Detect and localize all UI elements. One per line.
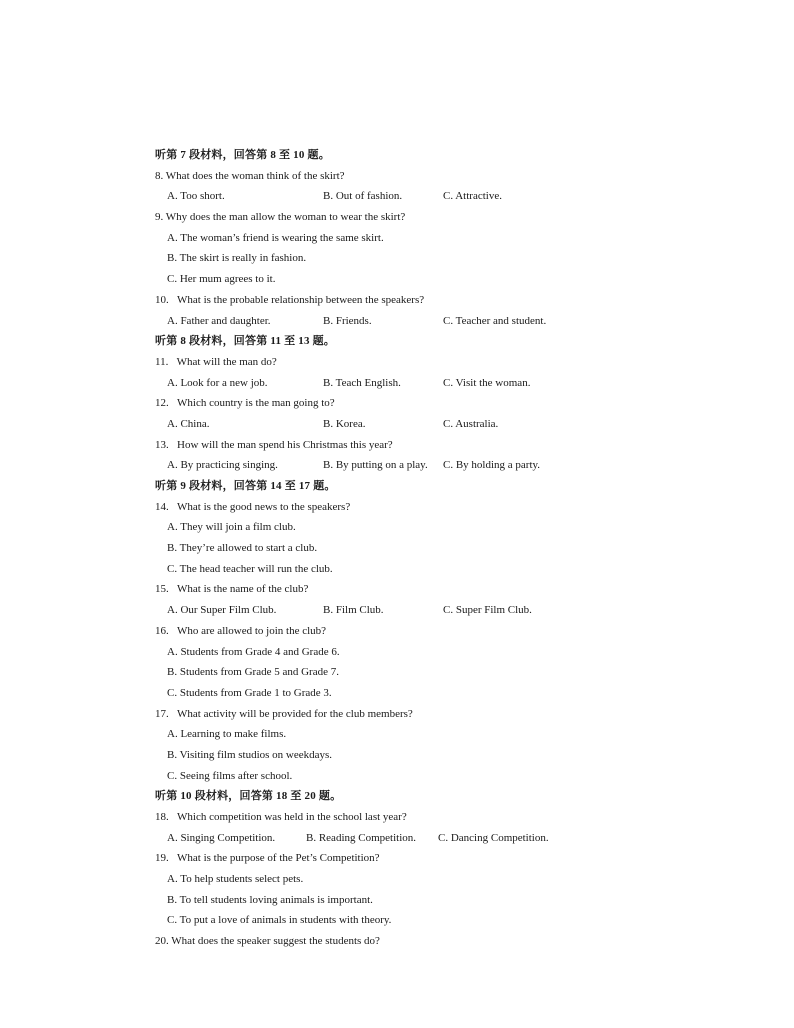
question-text: 15. What is the name of the club? xyxy=(155,583,309,596)
answer-option: A. Our Super Film Club. xyxy=(167,604,277,617)
answer-option: B. Film Club. xyxy=(323,604,384,617)
question-text: 9. Why does the man allow the woman to wear the skirt? xyxy=(155,211,406,224)
option-row xyxy=(155,600,715,621)
answer-option: B. Out of fashion. xyxy=(323,190,403,203)
question-text: 12. Which country is the man going to? xyxy=(155,397,335,410)
answer-option: A. Learning to make films. xyxy=(167,728,287,741)
question-text: 10. What is the probable relationship between the speakers? xyxy=(155,293,425,306)
answer-option: B. Teach English. xyxy=(323,376,401,389)
answer-option: A. The woman’s friend is wearing the same skirt. xyxy=(167,231,384,244)
question-text: 14. What is the good news to the speakers? xyxy=(155,500,351,513)
option-row xyxy=(155,311,715,332)
section-header: 听第 8 段材料，回答第 11 至 13 题。 xyxy=(155,335,335,348)
answer-option: C. Dancing Competition. xyxy=(438,831,549,844)
answer-option: A. Too short. xyxy=(167,190,225,203)
answer-option: B. Friends. xyxy=(323,314,372,327)
answer-option: A. Students from Grade 4 and Grade 6. xyxy=(167,645,340,658)
answer-option: C. Students from Grade 1 to Grade 3. xyxy=(167,686,332,699)
option-row xyxy=(155,828,715,849)
answer-option: C. To put a love of animals in students with theory. xyxy=(167,914,392,927)
question-text: 13. How will the man spend his Christmas this year? xyxy=(155,438,393,451)
section-header: 听第 9 段材料，回答第 14 至 17 题。 xyxy=(155,480,336,492)
question-text: 20. What does the speaker suggest the students do? xyxy=(155,935,380,948)
answer-option: C. Attractive. xyxy=(443,190,502,203)
document-page xyxy=(155,145,715,952)
answer-option: C. Visit the woman. xyxy=(443,376,531,389)
question-text: 11. What will the man do? xyxy=(155,355,277,368)
section-header: 听第 10 段材料，回答第 18 至 20 题。 xyxy=(155,790,342,803)
answer-option: C. Teacher and student. xyxy=(443,314,547,327)
answer-option: A. Father and daughter. xyxy=(167,314,271,327)
answer-option: C. By holding a party. xyxy=(443,459,541,472)
option-row xyxy=(155,186,715,207)
answer-option: C. Her mum agrees to it. xyxy=(167,273,276,286)
answer-option: B. Korea. xyxy=(323,417,366,430)
answer-option: B. By putting on a play. xyxy=(323,459,428,472)
question-text: 19. What is the purpose of the Pet’s Competition? xyxy=(155,852,380,865)
question-text: 18. Which competition was held in the school last year? xyxy=(155,811,407,823)
option-row xyxy=(155,414,715,435)
answer-option: A. They will join a film club. xyxy=(167,521,296,534)
answer-option: A. Look for a new job. xyxy=(167,376,268,389)
question-text: 17. What activity will be provided for the club members? xyxy=(155,707,413,720)
option-row xyxy=(155,373,715,394)
answer-option: B. The skirt is really in fashion. xyxy=(167,252,307,265)
answer-option: C. Super Film Club. xyxy=(443,604,532,617)
answer-option: A. Singing Competition. xyxy=(167,831,276,844)
section-header: 听第 7 段材料，回答第 8 至 10 题。 xyxy=(155,149,330,161)
answer-option: A. To help students select pets. xyxy=(167,873,304,886)
answer-option: C. Seeing films after school. xyxy=(167,769,293,782)
option-row xyxy=(155,455,715,476)
answer-option: A. China. xyxy=(167,417,210,430)
answer-option: B. They’re allowed to start a club. xyxy=(167,542,318,555)
answer-option: B. Reading Competition. xyxy=(306,831,416,844)
answer-option: B. Visiting film studios on weekdays. xyxy=(167,748,333,761)
question-text: 16. Who are allowed to join the club? xyxy=(155,624,327,637)
answer-option: B. To tell students loving animals is important. xyxy=(167,893,373,906)
answer-option: A. By practicing singing. xyxy=(167,459,278,472)
answer-option: B. Students from Grade 5 and Grade 7. xyxy=(167,666,339,679)
answer-option: C. The head teacher will run the club. xyxy=(167,562,333,575)
answer-option: C. Australia. xyxy=(443,417,499,430)
question-text: 8. What does the woman think of the skirt? xyxy=(155,169,345,182)
